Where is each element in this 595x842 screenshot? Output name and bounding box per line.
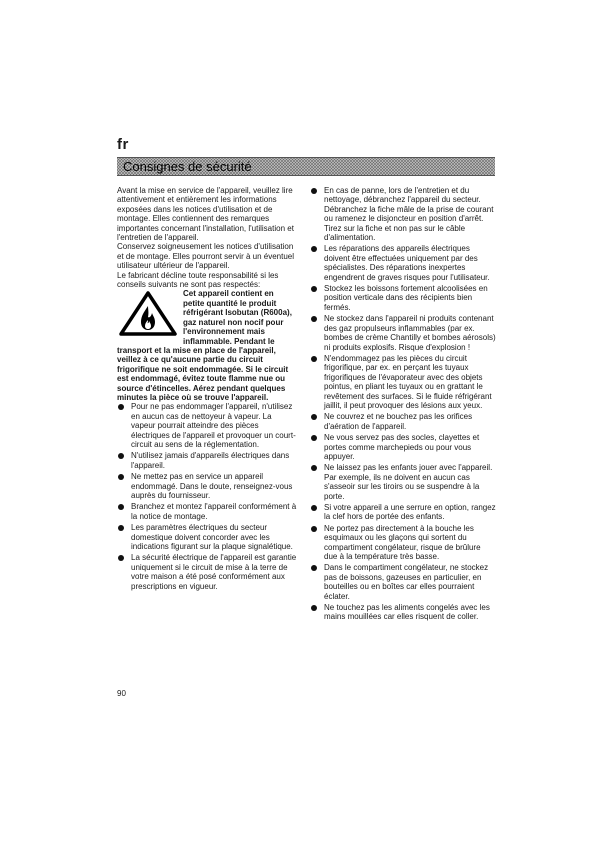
list-item xyxy=(117,472,297,500)
list-item-text: Branchez et montez l'appareil conformément à la notice de montage. xyxy=(131,502,297,521)
list-item xyxy=(117,553,297,591)
list-item xyxy=(310,603,496,622)
list-item-text: En cas de panne, lors de l'entretien et du nettoyage, débranchez l'appareil du secteur. Débranchez la fiche mâle de la prise de courant ou ramenez le disjoncteur en position d'arrêt. Tirez sur la fiche et non pas sur le câble d'alimentation. xyxy=(324,186,494,243)
list-item-text: N'endommagez pas les pièces du circuit frigorifique, par ex. en perçant les tuyaux frigorifiques de l'évaporateur avec des objets pointus, en pliant les tuyaux ou en grattant le revêtement des surfaces. Si le fluide réfrigérant jaillit, il peut provoquer des lésions aux yeux. xyxy=(324,353,492,410)
intro-paragraph: Conservez soigneusement les notices d'utilisation et de montage. Elles pourront servir à un éventuel utilisateur ultérieur de l'appareil. xyxy=(117,242,294,271)
bullet-icon xyxy=(118,504,124,510)
bullet-icon xyxy=(311,526,317,532)
bullet-icon xyxy=(311,605,317,611)
list-item-text: N'utilisez jamais d'appareils électriques dans l'appareil. xyxy=(131,451,290,470)
language-code: fr xyxy=(117,136,129,153)
list-item xyxy=(310,244,496,282)
bullet-icon xyxy=(311,505,317,511)
left-column xyxy=(117,186,297,593)
list-item xyxy=(117,502,297,521)
list-item-text: Les paramètres électriques du secteur domestique doivent concorder avec les indications figurant sur la plaque signalétique. xyxy=(131,523,293,552)
intro-paragraph: Avant la mise en service de l'appareil, veuillez lire attentivement et entièrement les informations exposées dans les notices d'utilisation et de montage. Elles contiennent des remarques importantes concernant l'installation, l'utilisation et l'entretien de l'appareil. xyxy=(117,186,294,243)
list-item-text: Ne mettez pas en service un appareil endommagé. Dans le doute, renseignez-vous auprès du fournisseur. xyxy=(131,472,293,500)
list-item-text: Ne portez pas directement à la bouche les esquimaux ou les glaçons qui sortent du compartiment congélateur, risque de brûlure due à la température très basse. xyxy=(324,523,481,562)
list-item xyxy=(117,523,297,551)
section-title: Consignes de sécurité xyxy=(123,159,252,174)
flammable-warning-icon xyxy=(117,290,179,337)
bullet-icon xyxy=(118,525,124,531)
page-number: 90 xyxy=(117,689,126,698)
bullet-icon xyxy=(311,188,317,194)
bullet-icon xyxy=(311,286,317,292)
bullet-icon xyxy=(118,453,124,459)
list-item-text: Ne vous servez pas des socles, clayettes et portes comme marchepieds ou pour vous appuyer. xyxy=(324,433,480,461)
list-item-text: Ne couvrez et ne bouchez pas les orifices d'aération de l'appareil. xyxy=(324,412,473,431)
bullet-icon xyxy=(311,465,317,471)
flammable-warning xyxy=(117,289,297,402)
list-item-text: Les réparations des appareils électriques doivent être effectuées uniquement par des spécialistes. Des réparations inexpertes engendrent de graves risques pour l'utilisateur. xyxy=(324,244,490,282)
list-item xyxy=(310,186,496,242)
bullet-icon xyxy=(311,246,317,252)
list-item-text: La sécurité électrique de l'appareil est garantie uniquement si le circuit de mise à la terre de votre maison a été posé conformément aux prescriptions en vigueur. xyxy=(131,553,297,591)
bullet-icon xyxy=(311,565,317,571)
list-item xyxy=(117,451,297,470)
list-item-text: Ne laissez pas les enfants jouer avec l'appareil. Par exemple, ils ne doivent en aucun cas s'asseoir sur les tiroirs ou se suspendre à la porte. xyxy=(324,463,493,501)
warning-text: Cet appareil contient en petite quantité le produit réfrigérant Isobutan (R600a), gaz naturel non nocif pour l'environnement mais inflammable. Pendant le transport et la mise en place de l'appareil, veillez à ce qu'aucune partie du circuit frigorifique ne soit endommagée. Si le circuit est endommagé, évitez toute flamme nue ou source d'étincelles. Aérez pendant quelques minutes la pièce où se trouve l'appareil. xyxy=(117,289,292,402)
list-item xyxy=(310,503,496,522)
list-item-text: Dans le compartiment congélateur, ne stockez pas de boissons, gazeuses en particulier, en bouteilles ou en boîtes car elles pourraient éclater. xyxy=(324,563,489,601)
list-item-text: Pour ne pas endommager l'appareil, n'utilisez en aucun cas de nettoyeur à vapeur. La vapeur pourrait atteindre des pièces électriques de l'appareil et provoquer un court-circuit au sens de la réglementation. xyxy=(131,402,296,449)
bullet-icon xyxy=(118,474,124,480)
right-bullet-list xyxy=(310,186,496,622)
bullet-icon xyxy=(311,316,317,322)
list-item-text: Ne touchez pas les aliments congelés avec les mains mouillées car elles risquent de coller. xyxy=(324,603,490,622)
list-item-text: Ne stockez dans l'appareil ni produits contenant des gaz propulseurs inflammables (par ex. bombes de crème Chantilly et bombes aérosols) ni produits explosifs. Risque d'explosion ! xyxy=(324,314,496,352)
list-item xyxy=(310,412,496,431)
list-item xyxy=(310,433,496,461)
list-item xyxy=(310,284,496,312)
list-item-text: Stockez les boissons fortement alcoolisées en position verticale dans des récipients bien fermés. xyxy=(324,284,488,312)
bullet-icon xyxy=(311,435,317,441)
bullet-icon xyxy=(311,414,317,420)
left-bullet-list xyxy=(117,402,297,591)
list-item xyxy=(117,402,297,449)
list-item xyxy=(310,463,496,501)
list-item xyxy=(310,314,496,352)
list-item xyxy=(310,563,496,601)
list-item xyxy=(310,354,496,410)
bullet-icon xyxy=(118,555,124,561)
right-column xyxy=(310,186,496,624)
intro-paragraph: Le fabricant décline toute responsabilité si les conseils suivants ne sont pas respectés: xyxy=(117,270,279,290)
list-item xyxy=(310,524,496,562)
section-banner xyxy=(117,157,495,176)
bullet-icon xyxy=(311,356,317,362)
bullet-icon xyxy=(118,404,124,410)
list-item-text: Si votre appareil a une serrure en option, rangez la clef hors de portée des enfants. xyxy=(324,503,496,522)
